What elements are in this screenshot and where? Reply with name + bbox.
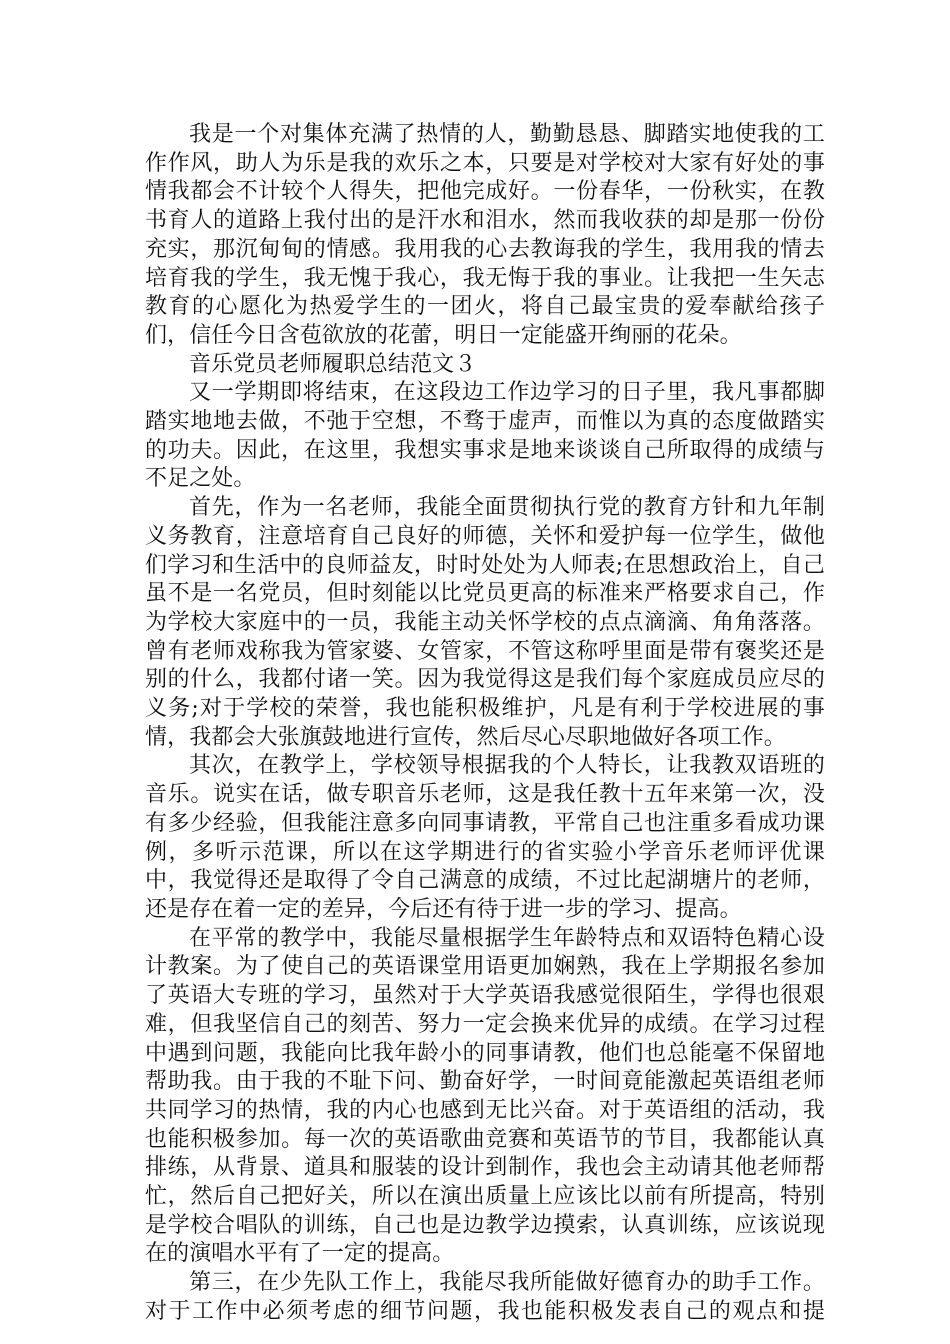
paragraph-teaching-practice: 在平常的教学中，我能尽量根据学生年龄特点和双语特色精心设计教案。为了使自己的英语课堂用语更加娴熟，我在上学期报名参加了英语大专班的学习，虽然对于大学英语我感觉很陌生，学得也很艰难，但我坚信自己的刻苦、努力一定会换来优异的成绩。在学习过程中遇到问题，我能向比我年龄小的同事请教，他们也总能毫不保留地帮助我。由于我的不耻下问、勤奋好学，一时间竟能激起英语组老师共同学习的热情，我的内心也感到无比兴奋。对于英语组的活动，我也能积极参加。每一次的英语歌曲竞赛和英语节的节目，我都能认真排练，从背景、道具和服装的设计到制作，我也会主动请其他老师帮忙，然后自己把好关，所以在演出质量上应该比以前有所提高，特别是学校合唱队的训练，自己也是边教学边摸索，认真训练，应该说现在的演唱水平有了一定的提高。 (145, 925, 825, 1267)
paragraph-third-point: 第三，在少先队工作上，我能尽我所能做好德育办的助手工作。对于工作中必须考虑的细节问题，我也能积极发表自己的观点和提 (145, 1270, 825, 1324)
paragraph-first-point: 首先，作为一名老师，我能全面贯彻执行党的教育方针和九年制义务教育，注意培育自己良好的师德，关怀和爱护每一位学生，做他们学习和生活中的良师益友，时时处处为人师表;在思想政治上，自己虽不是一名党员，但时刻能以比党员更高的标准来严格要求自己，作为学校大家庭中的一员，我能主动关怀学校的点点滴滴、角角落落。曾有老师戏称我为管家婆、女管家，不管这称呼里面是带有褒奖还是别的什么，我都付诸一笑。因为我觉得这是我们每个家庭成员应尽的义务;对于学校的荣誉，我也能积极维护，凡是有利于学校进展的事情，我都会大张旗鼓地进行宣传，然后尽心尽职地做好各项工作。 (145, 495, 825, 750)
paragraph-intro: 又一学期即将结束，在这段边工作边学习的日子里，我凡事都脚踏实地地去做，不弛于空想，不骛于虚声，而惟以为真的态度做踏实的功夫。因此，在这里，我想实事求是地来谈谈自己所取得的成绩与不足之处。 (145, 380, 825, 492)
document-page (145, 121, 825, 1327)
paragraph-second-point: 其次，在教学上，学校领导根据我的个人特长，让我教双语班的音乐。说实在话，做专职音乐老师，这是我任教十五年来第一次，没有多少经验，但我能注意多向同事请教，平常自己也注重多看成功课例，多听示范课，所以在这学期进行的省实验小学音乐老师评优课中，我觉得还是取得了令自己满意的成绩，不过比起湖塘片的老师，还是存在着一定的差异，今后还有待于进一步的学习、提高。 (145, 753, 825, 922)
paragraph-dedication: 我是一个对集体充满了热情的人，勤勤恳恳、脚踏实地使我的工作作风，助人为乐是我的欢乐之本，只要是对学校对大家有好处的事情我都会不计较个人得失，把他完成好。一份春华，一份秋实，在教书育人的道路上我付出的是汗水和泪水，然而我收获的却是那一份份充实，那沉甸甸的情感。我用我的心去教诲我的学生，我用我的情去培育我的学生，我无愧于我心，我无悔于我的事业。让我把一生矢志教育的心愿化为热爱学生的一团火，将自己最宝贵的爱奉献给孩子们，信任今日含苞欲放的花蕾，明日一定能盛开绚丽的花朵。 (145, 122, 825, 348)
section-heading: 音乐党员老师履职总结范文３ (189, 351, 477, 377)
